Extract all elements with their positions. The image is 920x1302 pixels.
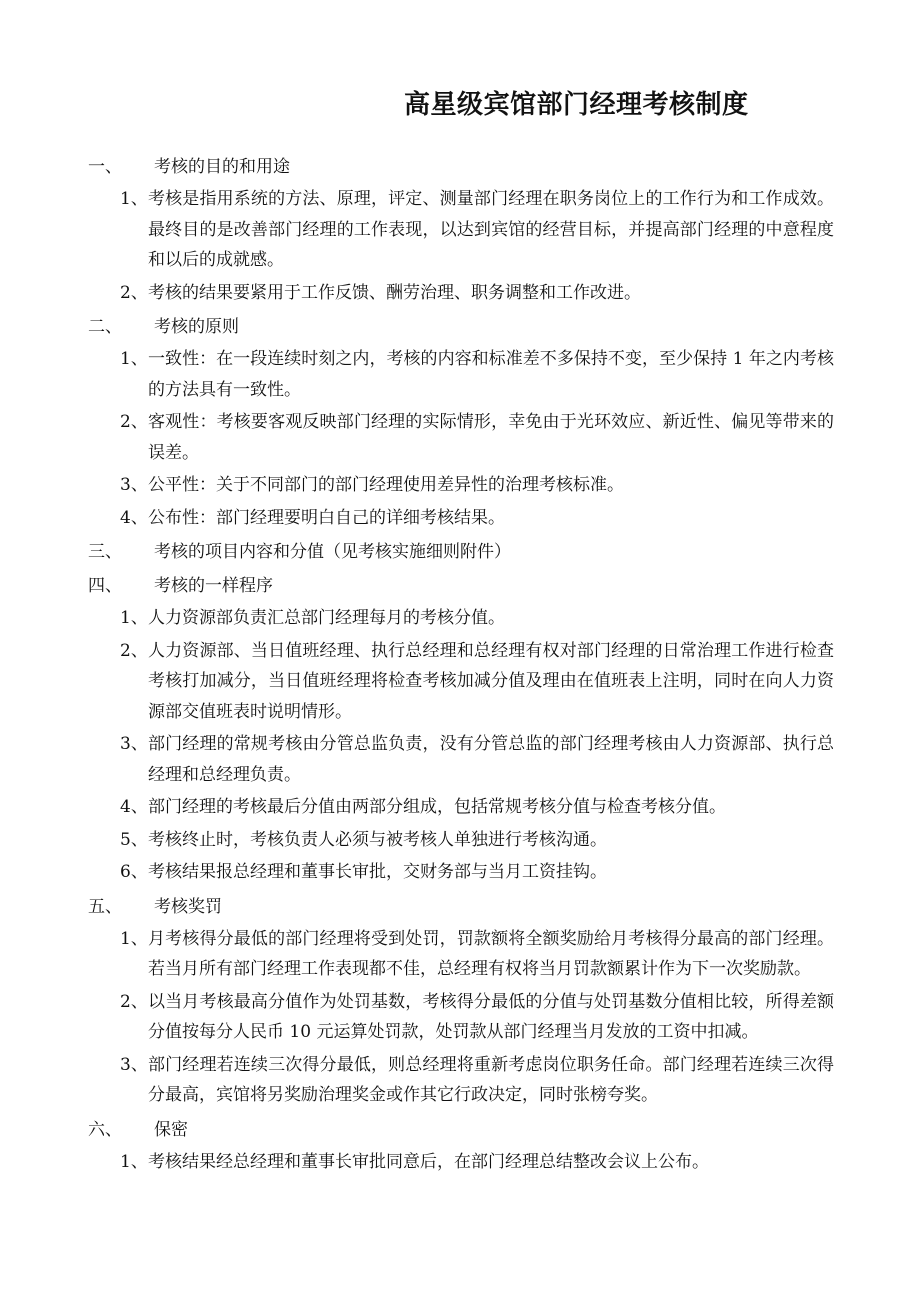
item-text: 考核结果报总经理和董事长审批，交财务部与当月工资挂钩。 [148, 862, 607, 882]
item-number: 5、 [120, 829, 148, 850]
section-heading [0, 535, 920, 569]
item-number: 3、 [120, 1054, 148, 1075]
section-heading [0, 150, 920, 184]
item-text: 公布性：部门经理要明白自己的详细考核结果。 [148, 507, 505, 528]
section-title: 考核的原则 [154, 317, 239, 337]
document-body [0, 150, 920, 1179]
item-text: 考核的结果要紧用于工作反馈、酬劳治理、职务调整和工作改进。 [148, 282, 641, 303]
item-number: 2、 [120, 991, 148, 1012]
list-item [0, 603, 920, 634]
item-text: 部门经理的常规考核由分管总监负责，没有分管总监的部门经理考核由人力资源部、执行总经理和总经理负责。 [148, 734, 834, 785]
section-confidentiality [0, 1113, 920, 1178]
list-item [0, 278, 920, 309]
item-number: 1、 [120, 189, 148, 209]
section-number: 二、 [88, 317, 122, 337]
section-principles [0, 310, 920, 533]
item-text: 部门经理的考核最后分值由两部分组成，包括常规考核分值与检查考核分值。 [148, 797, 726, 817]
list-item [0, 636, 920, 728]
section-rewards-penalties [0, 890, 920, 1111]
item-number: 3、 [120, 734, 148, 754]
section-number: 四、 [88, 576, 122, 596]
item-number: 6、 [120, 862, 148, 882]
item-number: 3、 [120, 475, 148, 495]
item-text: 部门经理若连续三次得分最低，则总经理将重新考虑岗位职务任命。部门经理若连续三次得分最高，宾馆将另奖励治理奖金或作其它行政决定，同时张榜夸奖。 [148, 1054, 834, 1105]
item-number: 1、 [120, 608, 148, 628]
item-text: 一致性：在一段连续时刻之内，考核的内容和标准差不多保持不变，至少保持 1 年之内考核的方法具有一致性。 [148, 349, 834, 400]
section-heading [0, 569, 920, 603]
section-title: 考核的一样程序 [154, 576, 273, 596]
item-text: 人力资源部、当日值班经理、执行总经理和总经理有权对部门经理的日常治理工作进行检查考核打加减分，当日值班经理将检查考核加减分值及理由在值班表上注明，同时在向人力资源部交值班表时说明情形。 [148, 640, 834, 722]
item-text: 人力资源部负责汇总部门经理每月的考核分值。 [148, 608, 505, 628]
item-text: 月考核得分最低的部门经理将受到处罚，罚款额将全额奖励给月考核得分最高的部门经理。若当月所有部门经理工作表现都不佳，总经理有权将当月罚款额累计作为下一次奖励款。 [148, 928, 834, 979]
item-number: 2、 [120, 282, 148, 303]
section-purpose [0, 150, 920, 308]
section-title: 保密 [154, 1119, 188, 1140]
item-number: 1、 [120, 928, 148, 949]
document-title: 高星级宾馆部门经理考核制度 [404, 90, 749, 120]
section-heading [0, 310, 920, 344]
item-text: 考核终止时，考核负责人必须与被考核人单独进行考核沟通。 [148, 829, 607, 850]
item-text: 考核结果经总经理和董事长审批同意后，在部门经理总结整改会议上公布。 [148, 1151, 709, 1172]
section-heading [0, 890, 920, 924]
section-heading [0, 1113, 920, 1147]
list-item [0, 825, 920, 856]
list-item [0, 407, 920, 468]
list-item [0, 503, 920, 534]
list-item [0, 857, 920, 888]
section-procedure [0, 569, 920, 888]
section-title: 考核的项目内容和分值（见考核实施细则附件） [154, 542, 511, 562]
section-title: 考核奖罚 [154, 896, 222, 917]
item-number: 4、 [120, 797, 148, 817]
section-number: 三、 [88, 542, 122, 562]
list-item [0, 470, 920, 501]
list-item [0, 729, 920, 790]
list-item [0, 184, 920, 276]
section-number: 六、 [88, 1119, 122, 1140]
section-items-scores [0, 535, 920, 569]
item-text: 以当月考核最高分值作为处罚基数，考核得分最低的分值与处罚基数分值相比较，所得差额分值按每分人民币 10 元运算处罚款，处罚款从部门经理当月发放的工资中扣减。 [148, 991, 834, 1042]
section-title: 考核的目的和用途 [154, 157, 290, 177]
item-text: 公平性：关于不同部门的部门经理使用差异性的治理考核标准。 [148, 475, 624, 495]
list-item [0, 792, 920, 823]
item-number: 4、 [120, 507, 148, 528]
item-number: 1、 [120, 1151, 148, 1172]
item-text: 考核是指用系统的方法、原理，评定、测量部门经理在职务岗位上的工作行为和工作成效。最终目的是改善部门经理的工作表现，以达到宾馆的经营目标，并提高部门经理的中意程度和以后的成就感。 [148, 189, 834, 270]
item-number: 1、 [120, 349, 148, 369]
list-item [0, 344, 920, 405]
section-number: 一、 [88, 157, 122, 177]
item-number: 2、 [120, 640, 148, 661]
item-number: 2、 [120, 412, 148, 432]
list-item [0, 987, 920, 1048]
list-item [0, 1147, 920, 1178]
list-item [0, 1050, 920, 1111]
section-number: 五、 [88, 896, 122, 917]
list-item [0, 924, 920, 985]
item-text: 客观性：考核要客观反映部门经理的实际情形，幸免由于光环效应、新近性、偏见等带来的误差。 [148, 412, 834, 463]
